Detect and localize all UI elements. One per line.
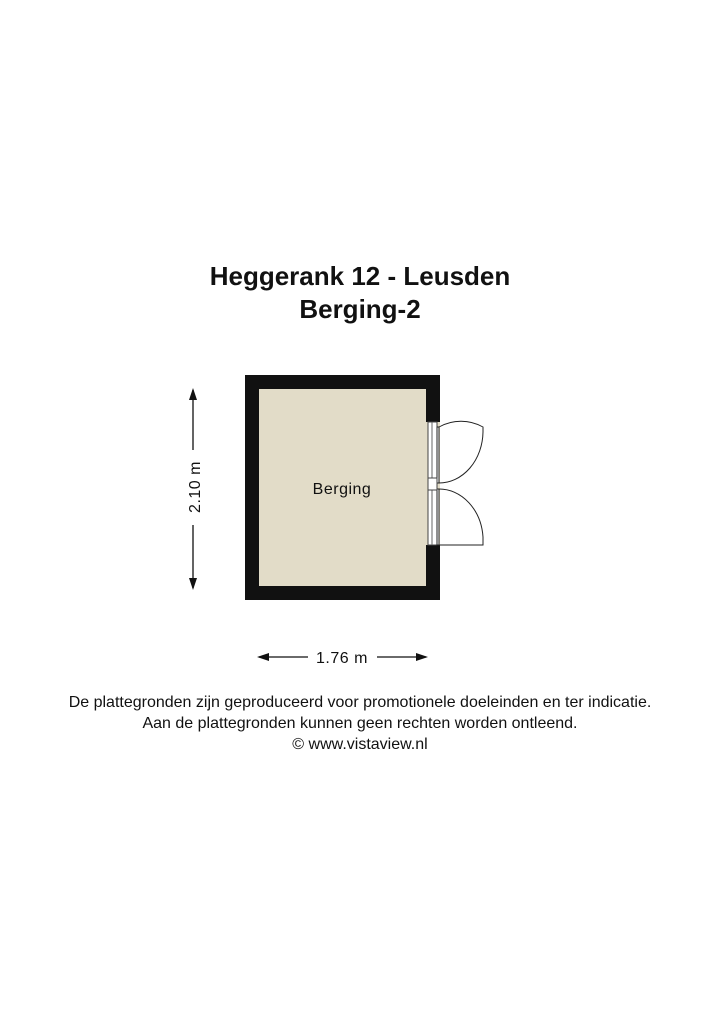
door-swing-upper	[439, 421, 483, 483]
room-label: Berging	[312, 481, 372, 498]
height-dimension-label: 2.10 m	[187, 461, 204, 513]
copyright-line: © www.vistaview.nl	[292, 736, 428, 753]
wall-right-lower	[426, 545, 440, 600]
width-dimension-label: 1.76 m	[316, 650, 368, 667]
wall-top	[245, 375, 440, 389]
door-leaf-upper	[437, 427, 439, 483]
double-door	[428, 421, 483, 545]
disclaimer-line-2: Aan de plattegronden kunnen geen rechten worden ontleend.	[142, 715, 578, 732]
door-leaf-lower	[437, 489, 439, 545]
plan-title: Heggerank 12 - Leusden	[209, 261, 511, 291]
arrow-down-icon	[189, 578, 197, 590]
wall-right-upper	[426, 375, 440, 422]
plan-subtitle: Berging-2	[299, 294, 421, 324]
arrow-left-icon	[257, 653, 269, 661]
arrow-right-icon	[416, 653, 428, 661]
door-swing-lower	[439, 489, 483, 545]
disclaimer-line-1: De plattegronden zijn geproduceerd voor promotionele doeleinden en ter indicatie.	[68, 694, 652, 711]
wall-left	[245, 375, 259, 600]
arrow-up-icon	[189, 388, 197, 400]
wall-bottom	[245, 586, 440, 600]
